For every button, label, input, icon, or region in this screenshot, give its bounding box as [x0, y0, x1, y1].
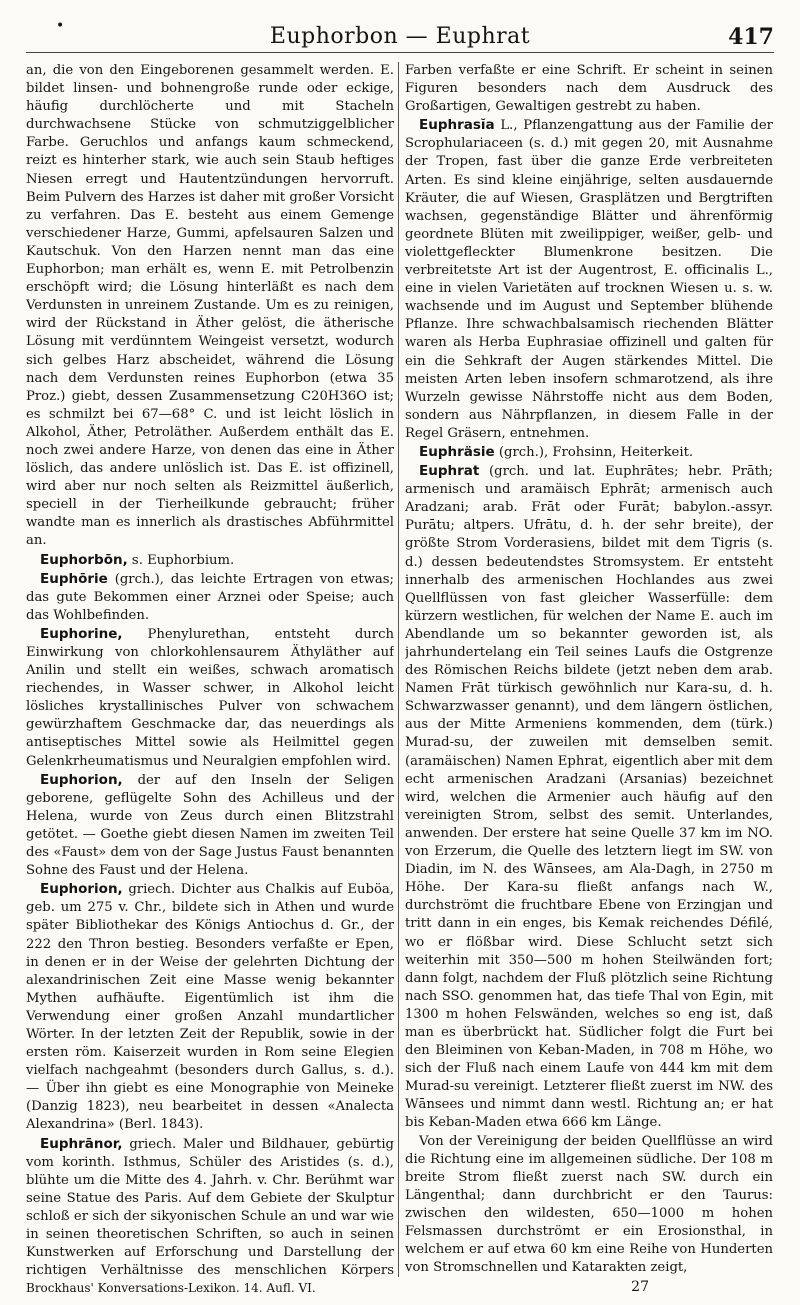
entry-paragraph [26, 771, 394, 881]
column-divider [398, 62, 399, 1277]
right-column [405, 62, 773, 1277]
entry-lemma: Euphrat [419, 463, 480, 480]
entry-lemma: Euphorine, [40, 625, 123, 642]
ink-dot: • [56, 18, 65, 34]
entry-paragraph [26, 551, 394, 570]
entry-lemma: Euphrānor, [40, 1135, 123, 1152]
entry-paragraph [405, 462, 773, 1132]
page-header [26, 12, 774, 53]
entry-lemma: Euphorion, [40, 881, 123, 898]
entry-text: griech. Dichter aus Chalkis auf Euböa, geb. um 275 v. Chr., bildete sich in Athen und wurde später Bibliothekar des Königs Antiochus d. Gr., der 222 den Thron bestieg. Besonders verfaßte er Epen, in denen er in der Weise der gelehrten Dichtung der alexandrinischen Zeit eine Masse wenig bekannter Mythen aufhäufte. Eigentümlich ist ihm die Verwendung einer großen Anzahl mundartlicher Wörter. In der letzten Zeit der Republik, sowie in der ersten röm. Kaiserzeit wurden in Rom seine Elegien vielfach nachgeahmt (besonders durch Gallus, s. d.). — Über ihn giebt es eine Monographie von Meineke (Danzig 1823), neu bearbeitet in dessen «Analecta Alexandrina» (Berl. 1843). [26, 882, 394, 1133]
entry-lemma: Euphrasĭa [419, 117, 495, 134]
entry-lemma: Euphorion, [40, 771, 123, 788]
entry-paragraph [26, 570, 394, 625]
entry-text: der auf den Inseln der Seligen geborene, geflügelte Sohn des Achilleus und der Helena, wurde von Zeus durch einen Blitzstrahl getötet. — Goethe giebt diesen Namen im zweiten Teil des «Faust» dem von der Sage Justus Faust benannten Sohne des Faust und der Helena. [26, 772, 394, 879]
imprint: Brockhaus' Konversations-Lexikon. 14. Aufl. VI. [26, 1281, 316, 1295]
entry-text: Phenylurethan, entsteht durch Einwirkung von chlorkohlensaurem Äthyläther auf Anilin und stellt ein weißes, schwach aromatisch riechendes, in Wasser schwer, in Alkohol leicht lösliches krystallinisches Pulver von schwachem gewürzhaftem Geschmacke dar, das neuerdings als antiseptisches Mittel sowie als Heilmittel gegen Gelenkrheumatismus und Neuralgien empfohlen wird. [26, 626, 394, 769]
entry-paragraph [26, 1135, 394, 1277]
entry-text: (grch.), das leichte Ertragen von etwas; das gute Bekommen einer Arznei oder Speise; auch das Wohlbefinden. [26, 571, 394, 623]
entry-text: s. Euphorbium. [131, 552, 235, 568]
signature-mark: 27 [631, 1279, 649, 1295]
page-footer [26, 1279, 774, 1299]
entry-paragraph [405, 443, 773, 462]
entry-lemma: Euphōrie [40, 570, 108, 587]
entry-paragraph [26, 880, 394, 1134]
entry-paragraph [405, 1133, 773, 1277]
entry-paragraph [26, 62, 394, 551]
entry-paragraph [405, 116, 773, 443]
entry-lemma: Euphräsie [419, 443, 495, 460]
running-title: Euphorbon — Euphrat [269, 24, 531, 49]
entry-paragraph [26, 625, 394, 771]
entry-text: (grch.), Frohsinn, Heiterkeit. [498, 444, 694, 460]
entry-text: an, die von den Eingeborenen gesammelt werden. E. bildet linsen- und bohnengroße runde oder eckige, häufig durchlöcherte und mit Stacheln durchwachsene Stücke von schmutziggelblicher Farbe. Geruchlos und anfangs kaum schmeckend, reizt es hinterher stark, wie auch sein Staub heftiges Niesen erregt und Hautentzündungen hervorruft. Beim Pulvern des Harzes ist daher mit großer Vorsicht zu verfahren. Das E. besteht aus einem Gemenge verschiedener Harze, Gummi, apfelsauren Salzen und Kautschuk. Von den Harzen nennt man das eine Euphorbon; man erhält es, wenn E. mit Petrolbenzin erschöpft wird; die Lösung hinterläßt es nach dem Verdunsten in unreinem Zustande. Um es zu reinigen, wird der Rückstand in Äther gelöst, die ätherische Lösung mit verdünntem Weingeist versetzt, wodurch sich gelbes Harz abscheidet, während die Lösung nach dem Verdunsten reines Euphorbon (etwa 35 Proz.) giebt, dessen Zusammensetzung C20H36O ist; es schmilzt bei 67—68° C. und ist leicht löslich in Alkohol, Äther, Petroläther. Außerdem enthält das E. noch zwei andere Harze, von denen das eine in Äther löslich, das andere unlöslich ist. Das E. ist offizinell, wird aber nur noch selten als Reizmittel äußerlich, speciell in der Tierheilkunde gebraucht; früher wandte man es innerlich als drastisches Abführmittel an. [26, 63, 394, 549]
page-number: 417 [728, 24, 774, 50]
entry-text: (grch. und lat. Euphrātes; hebr. Prāth; armenisch und aramäisch Ephrāt; armenisch auch Aradzani; arab. Frāt oder Furāt; babylon.-assyr. Purātu; altpers. Ufrātu, d. h. der sehr breite), der größte Strom Vorderasiens, bildet mit dem Tigris (s. d.) dessen bedeutendstes Stromsystem. Er entsteht innerhalb des armenischen Hochlandes aus zwei Quellflüssen von fast gleicher Wasserfülle: dem kürzern westlichen, für welchen der Name E. auch im Abendlande um so bekannter geworden ist, als jahrhundertelang ein Teil seines Laufs die Ostgrenze des Römischen Reichs bildete (jetzt neben dem arab. Namen Frāt türkisch gewöhnlich nur Kara-su, d. h. Schwarzwasser genannt), und dem längern östlichen, aus der Mitte Armeniens kommenden, dem (türk.) Murad-su, der zuweilen mit demselben semit. (aramäischen) Namen Ephrat, eigentlich aber mit dem echt armenischen Aradzani (Arsanias) bezeichnet wird, welchen die Armenier auch häufig auf den vereinigten Strom, selbst des semit. Unterlandes, anwenden. Der erstere hat seine Quelle 37 km im NO. von Erzerum, die Quelle des letztern liegt im SW. von Diadin, im N. des Wānsees, am Ala-Dagh, in 2750 m Höhe. Der Kara-su fließt anfangs nach W., durchströmt die fruchtbare Ebene von Erzingjan und tritt dann in ein enges, bis Kemak reichendes Défilé, wo er flößbar wird. Diese Schlucht setzt sich weiterhin mit 350—500 m hohen Steilwänden fort; dann folgt, nachdem der Fluß plötzlich seine Richtung nach SSO. genommen hat, das tiefe Thal von Egin, mit 1300 m hohen Felswänden, welches so eng ist, daß man es überbrückt hat. Südlicher folgt die Furt bei den Bleiminen von Keban-Maden, in 708 m Höhe, wo sich der Fluß nach einem Laufe von 444 km mit dem Murad-su vereinigt. Letzterer fließt zuerst im NW. des Wānsees und nimmt dann westl. Richtung an; er hat bis Keban-Maden etwa 666 km Länge. [405, 464, 773, 1131]
entry-text: L., Pflanzengattung aus der Familie der Scrophulariaceen (s. d.) mit gegen 20, mit Ausnahme der Tropen, fast über die ganze Erde verbreiteten Arten. Es sind kleine einjährige, selten ausdauernde Kräuter, die auf Wiesen, Grasplätzen und Bergtriften wachsen, gegenständige Blätter und ährenförmig geordnete Blüten mit zweilippiger, weißer, gelb- und violettgefleckter Blumenkrone besitzen. Die verbreitetste Art ist der Augentrost, E. officinalis L., eine in vielen Varietäten auf trocknen Wiesen u. s. w. wachsende und im August und September blühende Pflanze. Ihre schwachbalsamisch riechenden Blätter waren als Herba Euphrasiae offizinell und galten für ein die Sehkraft der Augen stärkendes Mittel. Die meisten Arten leben insofern schmarotzend, als ihre Wurzeln gewisse Nährstoffe nicht aus dem Boden, sondern aus Nährpflanzen, in diesem Falle in der Regel Gräsern, entnehmen. [405, 118, 773, 441]
entry-text: griech. Maler und Bildhauer, gebürtig vom korinth. Isthmus, Schüler des Aristides (s. d.), blühte um die Mitte des 4. Jahrh. v. Chr. Berühmt war seine Statue des Paris. Auf dem Gebiete der Skulptur schloß er sich der sikyonischen Schule an und war wie in seinen theoretischen Schriften, so auch in seinen Kunstwerken auf Erforschung und Darstellung der richtigen Verhältnisse des menschlichen Körpers [26, 1136, 394, 1277]
left-column [26, 62, 394, 1277]
entry-lemma: Euphorbōn, [40, 551, 128, 568]
entry-paragraph [405, 62, 773, 116]
entry-text: Von der Vereinigung der beiden Quellflüsse an wird die Richtung eine im allgemeinen südliche. Der 108 m breite Strom fließt zuerst nach SW. durch ein Längenthal; dann durchbricht er den Taurus: zwischen den wildesten, 650—1000 m hohen Felsmassen durchströmt er ein Erosionsthal, in welchem er auf etwa 60 km eine Reihe von Hunderten von Stromschnellen und Katarakten zeigt, [405, 1133, 773, 1276]
entry-text: Farben verfaßte er eine Schrift. Er scheint in seinen Figuren besonders nach dem Ausdruck des Großartigen, Gewaltigen gestrebt zu haben. [405, 63, 773, 115]
